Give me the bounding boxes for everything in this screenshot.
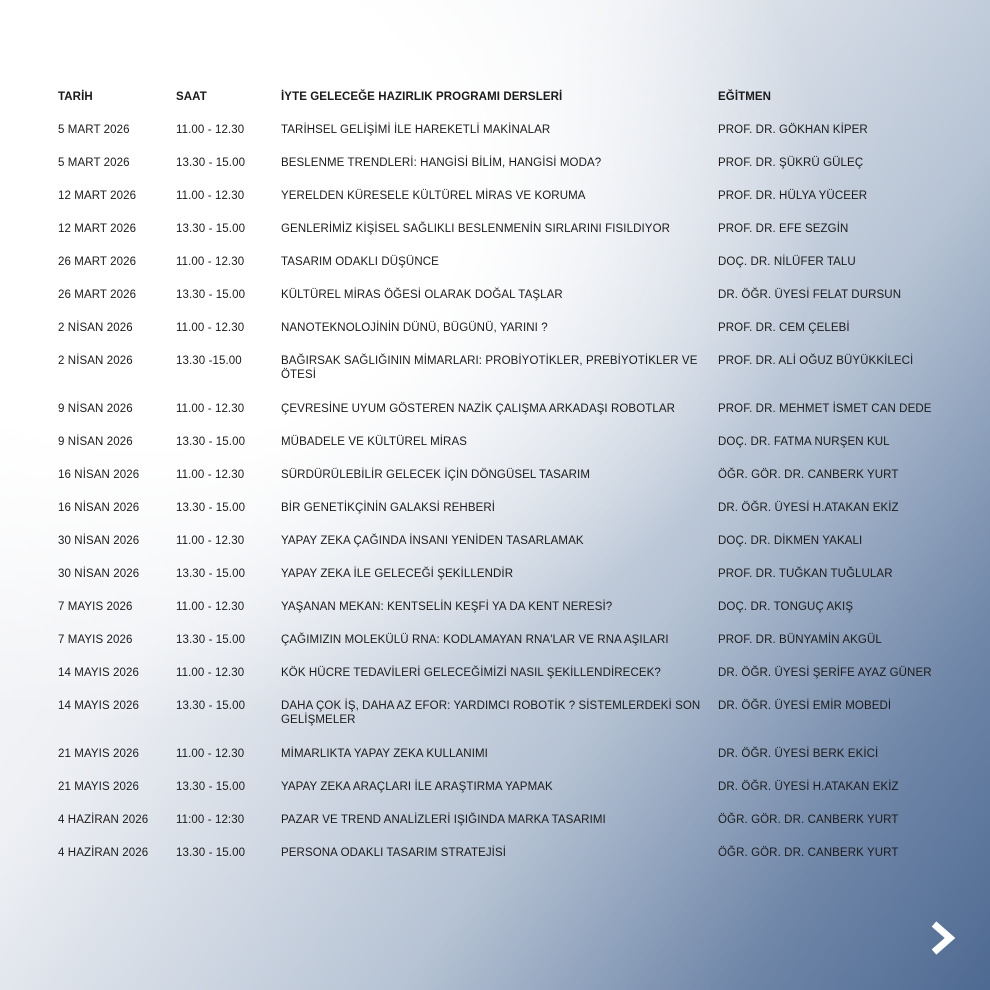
row-title: KÖK HÜCRE TEDAVİLERİ GELECEĞİMİZİ NASIL ŞEKİLLENDİRECEK? <box>281 667 661 679</box>
row-title: PAZAR VE TREND ANALİZLERİ IŞIĞINDA MARKA TASARIMI <box>281 814 606 826</box>
row-date: 9 NİSAN 2026 <box>58 436 133 448</box>
row-date: 14 MAYIS 2026 <box>58 700 139 712</box>
row-instructor: PROF. DR. EFE SEZGİN <box>718 223 849 235</box>
row-time: 13.30 - 15.00 <box>176 634 246 646</box>
row-title: TASARIM ODAKLI DÜŞÜNCE <box>281 256 439 268</box>
row-title: YAŞANAN MEKAN: KENTSELİN KEŞFİ YA DA KENT NERESİ? <box>281 601 613 613</box>
row-date: 4 HAZİRAN 2026 <box>58 814 149 826</box>
row-title: ÇAĞIMIZIN MOLEKÜLÜ RNA: KODLAMAYAN RNA'LAR VE RNA AŞILARI <box>281 634 669 646</box>
row-title: YERELDEN KÜRESELE KÜLTÜREL MİRAS VE KORUMA <box>281 190 586 202</box>
row-instructor: DOÇ. DR. NİLÜFER TALU <box>718 256 856 268</box>
row-date: 2 NİSAN 2026 <box>58 355 133 367</box>
row-title: YAPAY ZEKA ARAÇLARI İLE ARAŞTIRMA YAPMAK <box>281 781 553 793</box>
row-date: 5 MART 2026 <box>58 124 130 136</box>
header-title: İYTE GELECEĞE HAZIRLIK PROGRAMI DERSLERİ <box>281 91 563 103</box>
row-instructor: PROF. DR. GÖKHAN KİPER <box>718 124 868 136</box>
row-date: 30 NİSAN 2026 <box>58 535 140 547</box>
row-time: 13.30 - 15.00 <box>176 847 246 859</box>
row-title: SÜRDÜRÜLEBİLİR GELECEK İÇİN DÖNGÜSEL TASARIM <box>281 469 591 481</box>
row-date: 26 MART 2026 <box>58 256 137 268</box>
row-time: 13.30 - 15.00 <box>176 289 246 301</box>
row-instructor: PROF. DR. MEHMET İSMET CAN DEDE <box>718 403 932 415</box>
row-date: 21 MAYIS 2026 <box>58 748 139 760</box>
row-instructor: ÖĞR. GÖR. DR. CANBERK YURT <box>718 814 899 826</box>
row-title: BAĞIRSAK SAĞLIĞININ MİMARLARI: PROBİYOTİKLER, PREBİYOTİKLER VE ÖTESİ <box>281 355 698 381</box>
row-instructor: ÖĞR. GÖR. DR. CANBERK YURT <box>718 469 899 481</box>
row-time: 11:00 - 12:30 <box>176 814 245 826</box>
row-instructor: ÖĞR. GÖR. DR. CANBERK YURT <box>718 847 899 859</box>
row-instructor: PROF. DR. ŞÜKRÜ GÜLEÇ <box>718 157 864 169</box>
row-time: 11.00 - 12.30 <box>176 403 245 415</box>
row-instructor: DR. ÖĞR. ÜYESİ FELAT DURSUN <box>718 289 902 301</box>
row-time: 13.30 - 15.00 <box>176 568 246 580</box>
row-instructor: PROF. DR. ALİ OĞUZ BÜYÜKKİLECİ <box>718 355 914 367</box>
row-instructor: DR. ÖĞR. ÜYESİ BERK EKİCİ <box>718 748 879 760</box>
row-date: 26 MART 2026 <box>58 289 137 301</box>
row-date: 7 MAYIS 2026 <box>58 634 133 646</box>
row-instructor: DOÇ. DR. FATMA NURŞEN KUL <box>718 436 890 448</box>
row-time: 11.00 - 12.30 <box>176 124 245 136</box>
header-date: TARİH <box>58 91 93 103</box>
row-time: 13.30 - 15.00 <box>176 781 246 793</box>
row-title: DAHA ÇOK İŞ, DAHA AZ EFOR: YARDIMCI ROBOTİK ? SİSTEMLERDEKİ SON GELİŞMELER <box>281 700 701 726</box>
row-instructor: PROF. DR. TUĞKAN TUĞLULAR <box>718 568 893 580</box>
row-instructor: DOÇ. DR. TONGUÇ AKIŞ <box>718 601 854 613</box>
row-time: 11.00 - 12.30 <box>176 190 245 202</box>
row-date: 9 NİSAN 2026 <box>58 403 133 415</box>
row-instructor: DR. ÖĞR. ÜYESİ ŞERİFE AYAZ GÜNER <box>718 667 932 679</box>
row-date: 14 MAYIS 2026 <box>58 667 139 679</box>
row-title: MÜBADELE VE KÜLTÜREL MİRAS <box>281 436 468 448</box>
row-title: GENLERİMİZ KİŞİSEL SAĞLIKLI BESLENMENİN SIRLARINI FISILDIYOR <box>281 223 671 235</box>
row-date: 5 MART 2026 <box>58 157 130 169</box>
row-date: 4 HAZİRAN 2026 <box>58 847 149 859</box>
row-time: 11.00 - 12.30 <box>176 601 245 613</box>
row-instructor: PROF. DR. HÜLYA YÜCEER <box>718 190 868 202</box>
row-time: 11.00 - 12.30 <box>176 667 245 679</box>
row-date: 21 MAYIS 2026 <box>58 781 139 793</box>
chevron-right-icon[interactable] <box>926 920 962 956</box>
row-date: 7 MAYIS 2026 <box>58 601 133 613</box>
row-time: 11.00 - 12.30 <box>176 256 245 268</box>
header-time: SAAT <box>176 91 207 103</box>
row-title: ÇEVRESİNE UYUM GÖSTEREN NAZİK ÇALIŞMA ARKADAŞI ROBOTLAR <box>281 403 676 415</box>
row-time: 13.30 - 15.00 <box>176 502 246 514</box>
row-title: PERSONA ODAKLI TASARIM STRATEJİSİ <box>281 847 507 859</box>
row-date: 2 NİSAN 2026 <box>58 322 133 334</box>
row-time: 11.00 - 12.30 <box>176 322 245 334</box>
row-time: 13.30 -15.00 <box>176 355 242 367</box>
row-instructor: PROF. DR. CEM ÇELEBİ <box>718 322 850 334</box>
row-instructor: DR. ÖĞR. ÜYESİ H.ATAKAN EKİZ <box>718 781 899 793</box>
row-date: 16 NİSAN 2026 <box>58 502 140 514</box>
row-date: 12 MART 2026 <box>58 190 137 202</box>
row-instructor: DR. ÖĞR. ÜYESİ H.ATAKAN EKİZ <box>718 502 899 514</box>
row-title: YAPAY ZEKA ÇAĞINDA İNSANI YENİDEN TASARLAMAK <box>281 535 584 547</box>
row-time: 13.30 - 15.00 <box>176 700 246 712</box>
row-title: YAPAY ZEKA İLE GELECEĞİ ŞEKİLLENDİR <box>281 568 514 580</box>
row-date: 16 NİSAN 2026 <box>58 469 140 481</box>
row-title: MİMARLIKTA YAPAY ZEKA KULLANIMI <box>281 748 488 760</box>
row-instructor: DR. ÖĞR. ÜYESİ EMİR MOBEDİ <box>718 700 892 712</box>
header-instructor: EĞİTMEN <box>718 91 772 103</box>
row-title: TARİHSEL GELİŞİMİ İLE HAREKETLİ MAKİNALAR <box>281 124 551 136</box>
row-title: BİR GENETİKÇİNİN GALAKSİ REHBERİ <box>281 502 496 514</box>
row-time: 13.30 - 15.00 <box>176 436 246 448</box>
row-time: 11.00 - 12.30 <box>176 469 245 481</box>
row-time: 11.00 - 12.30 <box>176 535 245 547</box>
row-date: 30 NİSAN 2026 <box>58 568 140 580</box>
row-time: 13.30 - 15.00 <box>176 157 246 169</box>
row-instructor: PROF. DR. BÜNYAMİN AKGÜL <box>718 634 882 646</box>
row-title: KÜLTÜREL MİRAS ÖĞESİ OLARAK DOĞAL TAŞLAR <box>281 289 563 301</box>
row-instructor: DOÇ. DR. DİKMEN YAKALI <box>718 535 863 547</box>
row-title: BESLENME TRENDLERİ: HANGİSİ BİLİM, HANGİSİ MODA? <box>281 157 602 169</box>
row-date: 12 MART 2026 <box>58 223 137 235</box>
row-title: NANOTEKNOLOJİNİN DÜNÜ, BÜGÜNÜ, YARINI ? <box>281 322 548 334</box>
row-time: 13.30 - 15.00 <box>176 223 246 235</box>
row-time: 11.00 - 12.30 <box>176 748 245 760</box>
